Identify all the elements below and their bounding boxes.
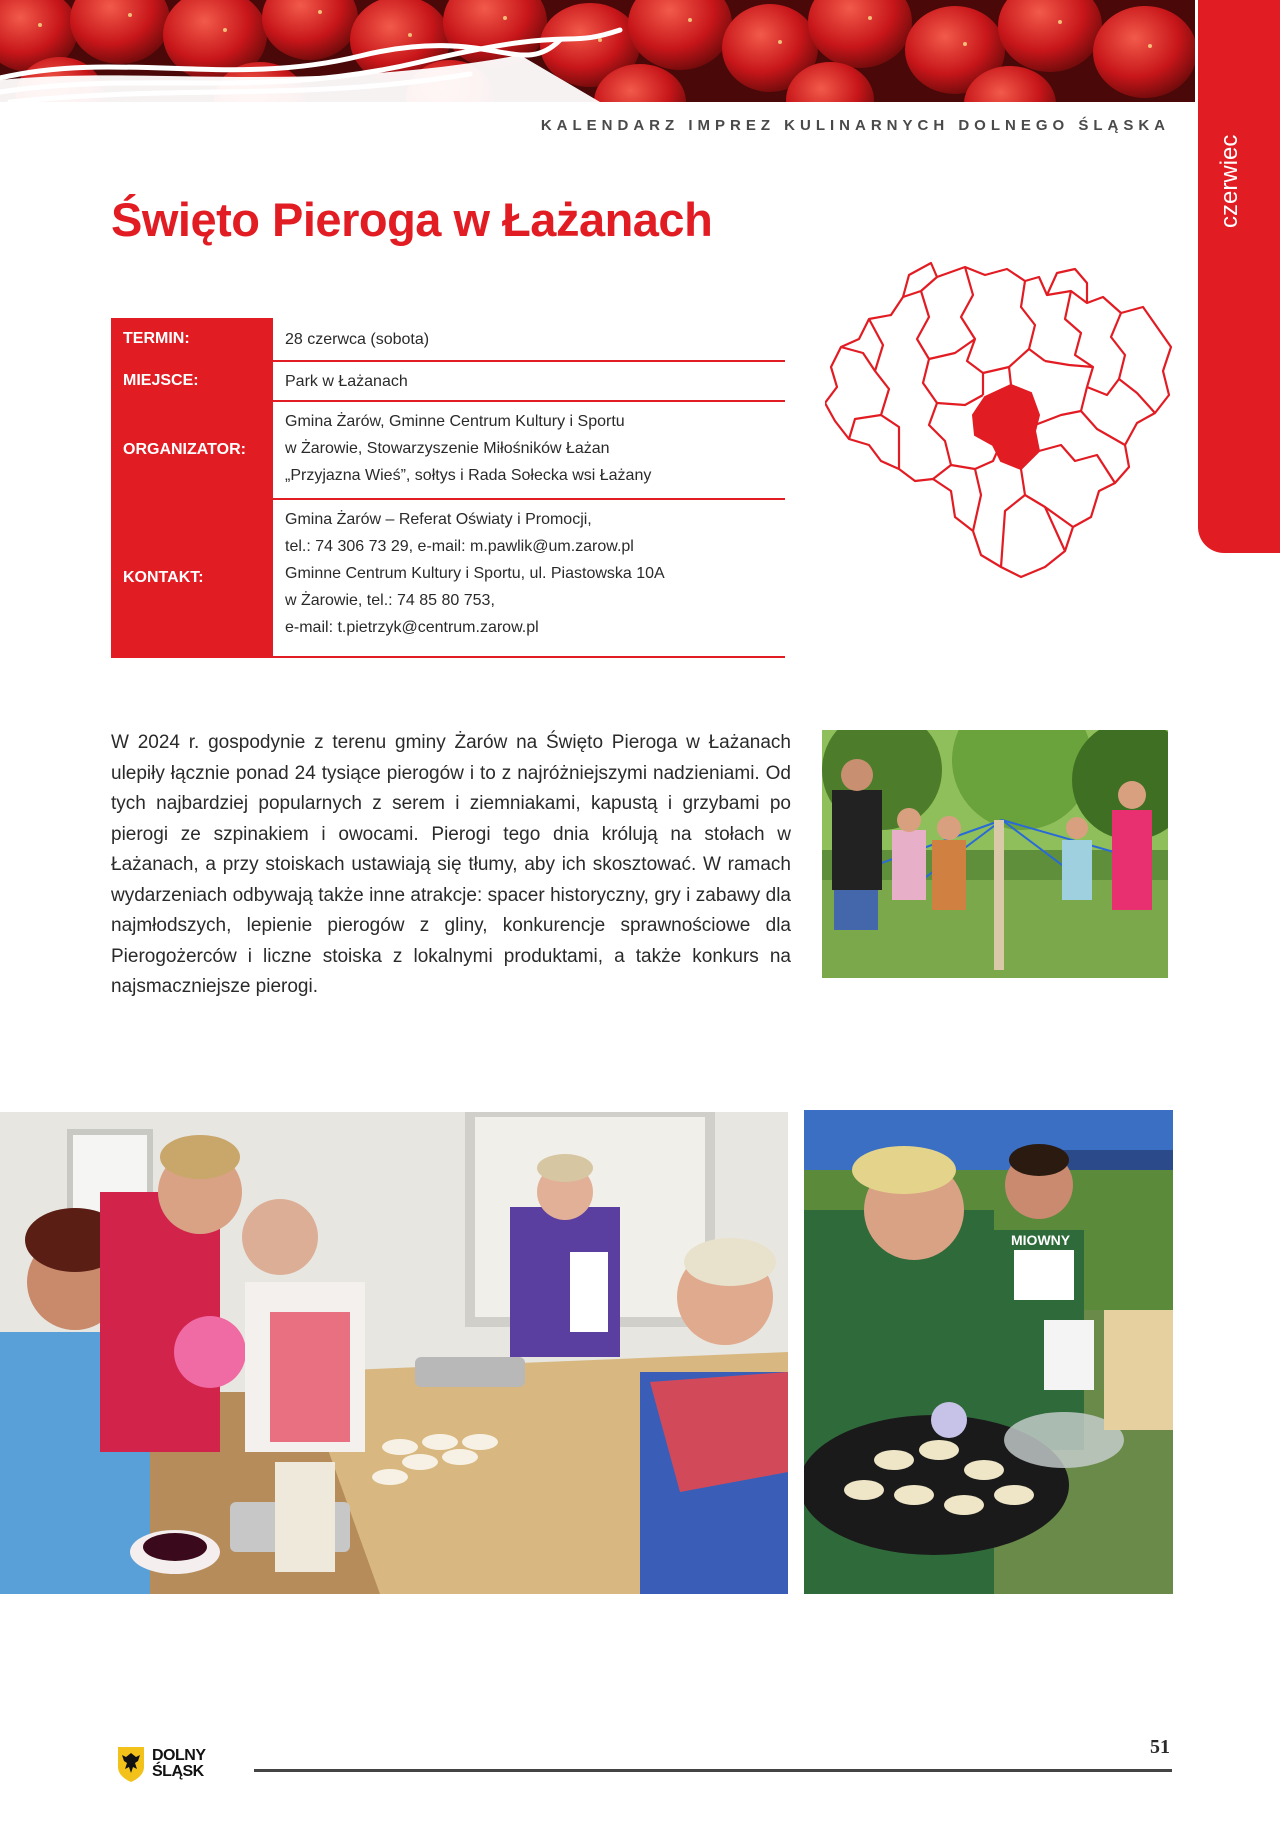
photo-frying-pierogi xyxy=(804,1110,1173,1594)
miejsce-label: MIEJSCE: xyxy=(111,362,273,400)
page-title: Święto Pieroga w Łażanach xyxy=(111,193,713,246)
organizator-line: „Przyjazna Wieś”, sołtys i Rada Sołecka wsi Łażany xyxy=(285,467,652,484)
organizator-label: ORGANIZATOR: xyxy=(111,402,273,498)
info-row-organizator xyxy=(111,402,785,500)
photo-outdoor-games xyxy=(822,730,1168,978)
logo-line-1: DOLNY xyxy=(152,1747,206,1764)
gmina-zarow-highlight xyxy=(973,385,1039,469)
event-info-table xyxy=(111,318,785,658)
month-tab xyxy=(1198,0,1280,553)
kontakt-label: KONTAKT: xyxy=(111,500,273,656)
page-number: 51 xyxy=(1150,1736,1170,1758)
kontakt-line[interactable]: tel.: 74 306 73 29, e-mail: m.pawlik@um.zarow.pl xyxy=(285,538,634,555)
termin-label: TERMIN: xyxy=(111,318,273,360)
organizator-line: w Żarowie, Stowarzyszenie Miłośników Łażan xyxy=(285,440,610,457)
lower-silesia-eagle-icon xyxy=(116,1745,146,1783)
event-description: W 2024 r. gospodynie z terenu gminy Żarów na Święto Pieroga w Łażanach ulepiły łącznie ponad 24 tysiące pierogów i to z najróżniejszymi nadzieniami. Od tych najbardziej popularnych z serem i ziemniakami, kapustą i grzybami po pierogi ze szpinakiem i owocami. Pierogi tego dnia królują na stołach w Łażanach, a przy stoiskach ustawiają się tłumy, aby ich skosztować. W ramach wydarzeniach odbywają także inne atrakcje: spacer historyczny, gry i zabawy dla najmłodszych, lepienie pierogów z gliny, konkurencje sprawnościowe dla Pierogożerców i liczne stoiska z lokalnymi produktami, a także konkurs na najsmaczniejsze pierogi. xyxy=(111,732,791,997)
header-banner-image xyxy=(0,0,1195,102)
kontakt-value xyxy=(273,500,785,656)
shirt-text: MIOWNY xyxy=(1011,1232,1071,1248)
month-tab-label: czerwiec xyxy=(1216,134,1243,228)
info-row-termin xyxy=(111,318,785,362)
info-row-kontakt xyxy=(111,500,785,658)
info-row-miejsce xyxy=(111,362,785,402)
dolny-slask-logo xyxy=(116,1743,236,1785)
running-head: KALENDARZ IMPREZ KULINARNYCH DOLNEGO ŚLĄSKA xyxy=(540,117,1170,134)
logo-line-2: ŚLĄSK xyxy=(152,1763,204,1780)
kontakt-line: Gmina Żarów – Referat Oświaty i Promocji, xyxy=(285,511,592,528)
kontakt-line: Gminne Centrum Kultury i Sportu, ul. Piastowska 10A xyxy=(285,565,665,582)
organizator-value xyxy=(273,402,785,498)
kontakt-line: w Żarowie, tel.: 74 85 80 753, xyxy=(285,592,495,609)
footer-divider xyxy=(254,1769,1172,1772)
termin-value: 28 czerwca (sobota) xyxy=(285,330,430,348)
organizator-line: Gmina Żarów, Gminne Centrum Kultury i Sportu xyxy=(285,413,625,430)
photo-women-making-pierogi xyxy=(0,1112,788,1594)
lower-silesia-map-icon xyxy=(825,255,1175,590)
miejsce-value: Park w Łażanach xyxy=(285,372,408,390)
kontakt-line[interactable]: e-mail: t.pietrzyk@centrum.zarow.pl xyxy=(285,619,539,636)
region-map xyxy=(825,255,1175,590)
